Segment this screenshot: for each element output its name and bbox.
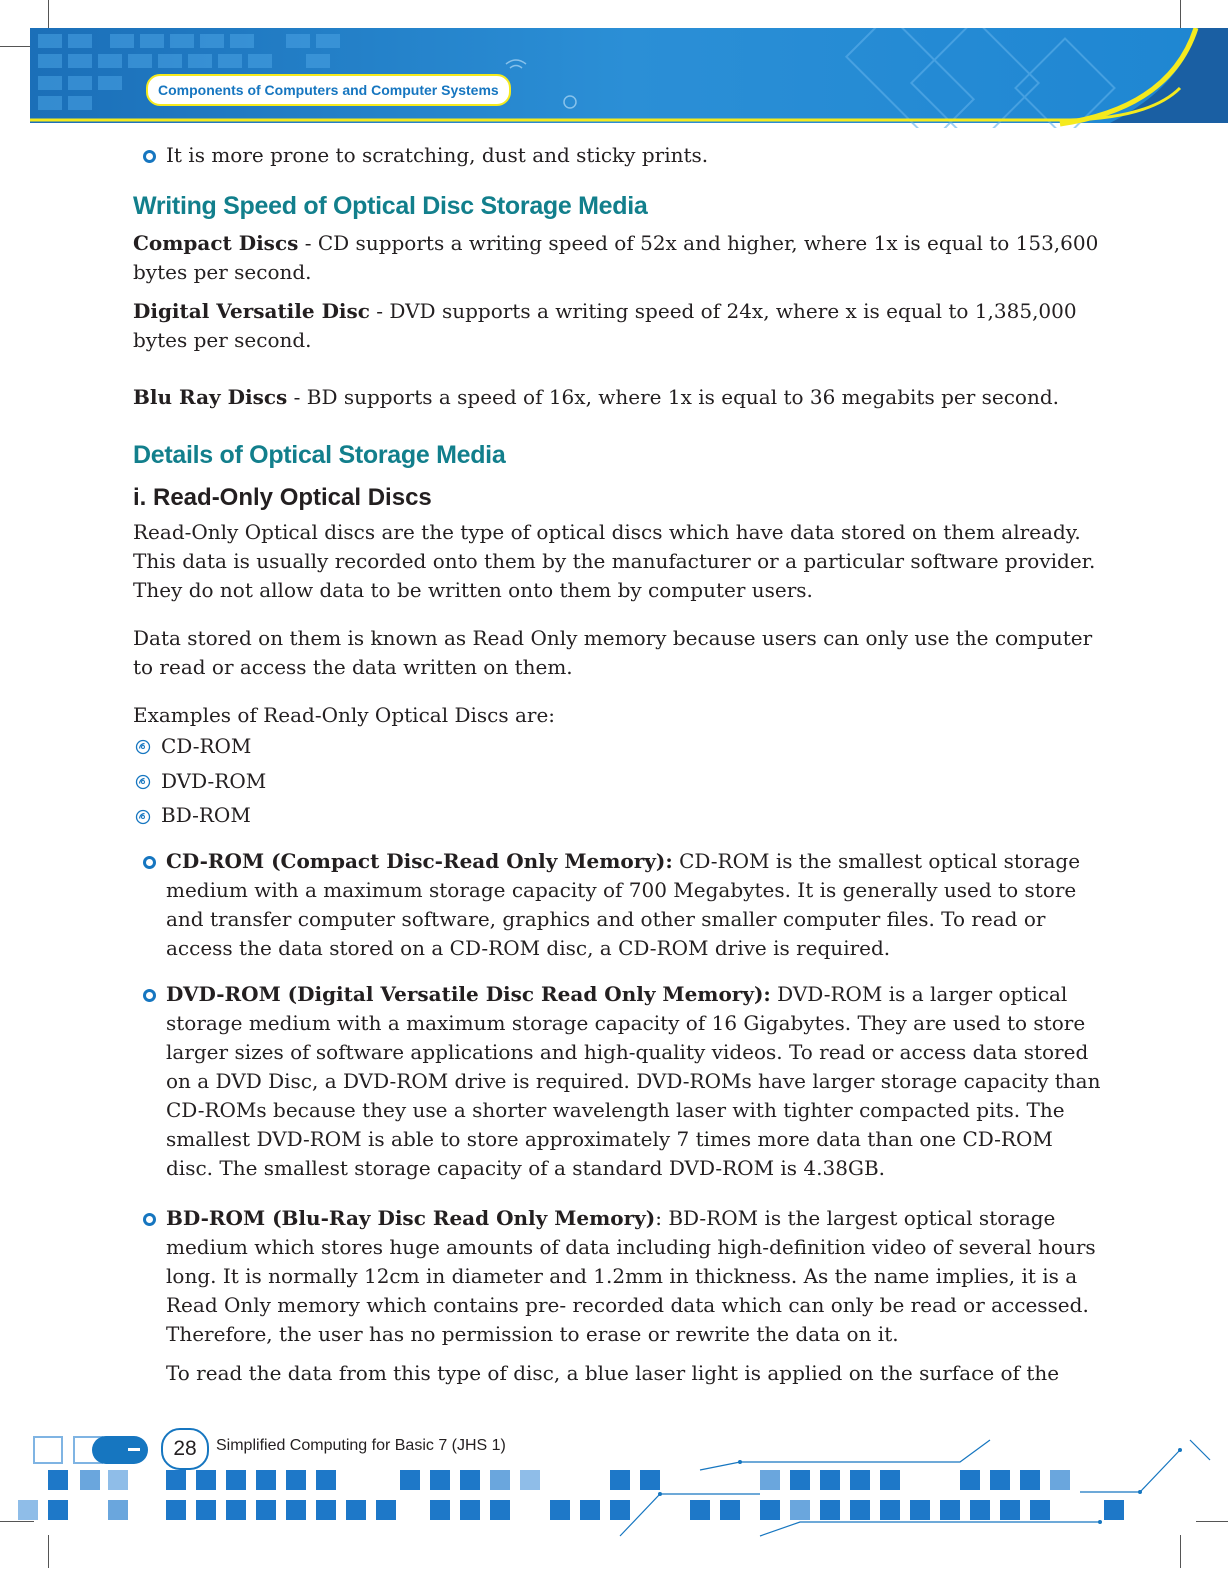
definition-term: Blu Ray Discs [133,385,288,409]
continuation-text: To read the data from this type of disc, a blue laser light is applied on the surface of the [166,1361,1060,1385]
paragraph-text: Data stored on them is known as Read Only memory because users can only use the computer to read or access the data written on them. [133,626,1093,679]
definition-text: - DVD supports a writing speed of 24x, where x is equal to 1,385,000 bytes per second. [133,299,1077,352]
bullet-cd-rom [166,847,1102,963]
paragraph [133,518,1103,605]
definition-text: - CD supports a writing speed of 52x and higher, where 1x is equal to 153,600 bytes per second. [133,231,1099,284]
bullet-icon [143,1213,156,1226]
bullet-icon [143,989,156,1002]
examples-intro: Examples of Read-Only Optical Discs are: [133,703,556,727]
bullet-icon [143,150,156,163]
definition-term: Compact Discs [133,231,299,255]
bullet-text: It is more prone to scratching, dust and sticky prints. [166,143,709,167]
bullet-dvd-rom [166,980,1102,1183]
definition-bd [133,383,1103,412]
crop-mark [0,46,34,47]
bullet-text: : BD-ROM is the largest optical storage medium which stores huge amounts of data including high-definition video of several hours long. It is normally 12cm in diameter and 1.2mm in thickness. As the name implies, it is a Read Only memory which contains pre- recorded data which can only be read or accessed. Therefore, the user has no permission to erase or rewrite the data on it. [166,1206,1096,1346]
chapter-title-chip: Components of Computers and Computer Systems [146,74,511,106]
bullet-text: CD-ROM is the smallest optical storage medium with a maximum storage capacity of 700 Megabytes. It is generally used to store and transfer computer software, graphics and other smaller computer files. To read or access the data stored on a CD-ROM disc, a CD-ROM drive is required. [166,849,1081,960]
definition-term: Digital Versatile Disc [133,299,370,323]
paragraph-text: Read-Only Optical discs are the type of optical discs which have data stored on them already. This data is usually recorded onto them by the manufacturer or a particular software provider. They do not allow data to be written onto them by computer users. [133,520,1096,602]
paragraph [133,624,1103,682]
book-title: Simplified Computing for Basic 7 (JHS 1) [216,1437,506,1454]
subheading-read-only: i. Read-Only Optical Discs [133,484,432,511]
definition-text: - BD supports a speed of 16x, where 1x is equal to 36 megabits per second. [287,385,1060,409]
example-item: DVD-ROM [161,769,267,793]
example-item: CD-ROM [161,734,252,758]
paragraph [133,701,1103,730]
bullet-icon [143,856,156,869]
page-number: 28 [161,1428,209,1470]
disc-icon [135,739,151,755]
bullet-bd-rom [166,1204,1102,1349]
example-item: BD-ROM [161,803,251,827]
bullet-term: BD-ROM (Blu-Ray Disc Read Only Memory) [166,1206,656,1230]
paragraph [166,1359,1102,1388]
bullet-text: DVD-ROM is a larger optical storage medium with a maximum storage capacity of 16 Gigabytes. They are used to store larger sizes of software applications and high-quality videos. To read or access data stored on a DVD Disc, a DVD-ROM drive is required. DVD-ROMs have larger storage capacity than CD-ROMs because they use a shorter wavelength laser with tighter compacted pits. The smallest DVD-ROM is able to store approximately 7 times more data than one CD-ROM disc. The smallest storage capacity of a standard DVD-ROM is 4.38GB. [166,982,1101,1180]
definition-dvd [133,297,1103,355]
crop-mark [1180,0,1181,28]
bullet-term: CD-ROM (Compact Disc-Read Only Memory): [166,849,673,873]
bullet-term: DVD-ROM (Digital Versatile Disc Read Only Memory): [166,982,771,1006]
disc-icon [135,809,151,825]
definition-cd [133,229,1103,287]
section-heading-details: Details of Optical Storage Media [133,441,506,469]
section-heading-writing-speed: Writing Speed of Optical Disc Storage Media [133,192,648,220]
disc-icon [135,774,151,790]
